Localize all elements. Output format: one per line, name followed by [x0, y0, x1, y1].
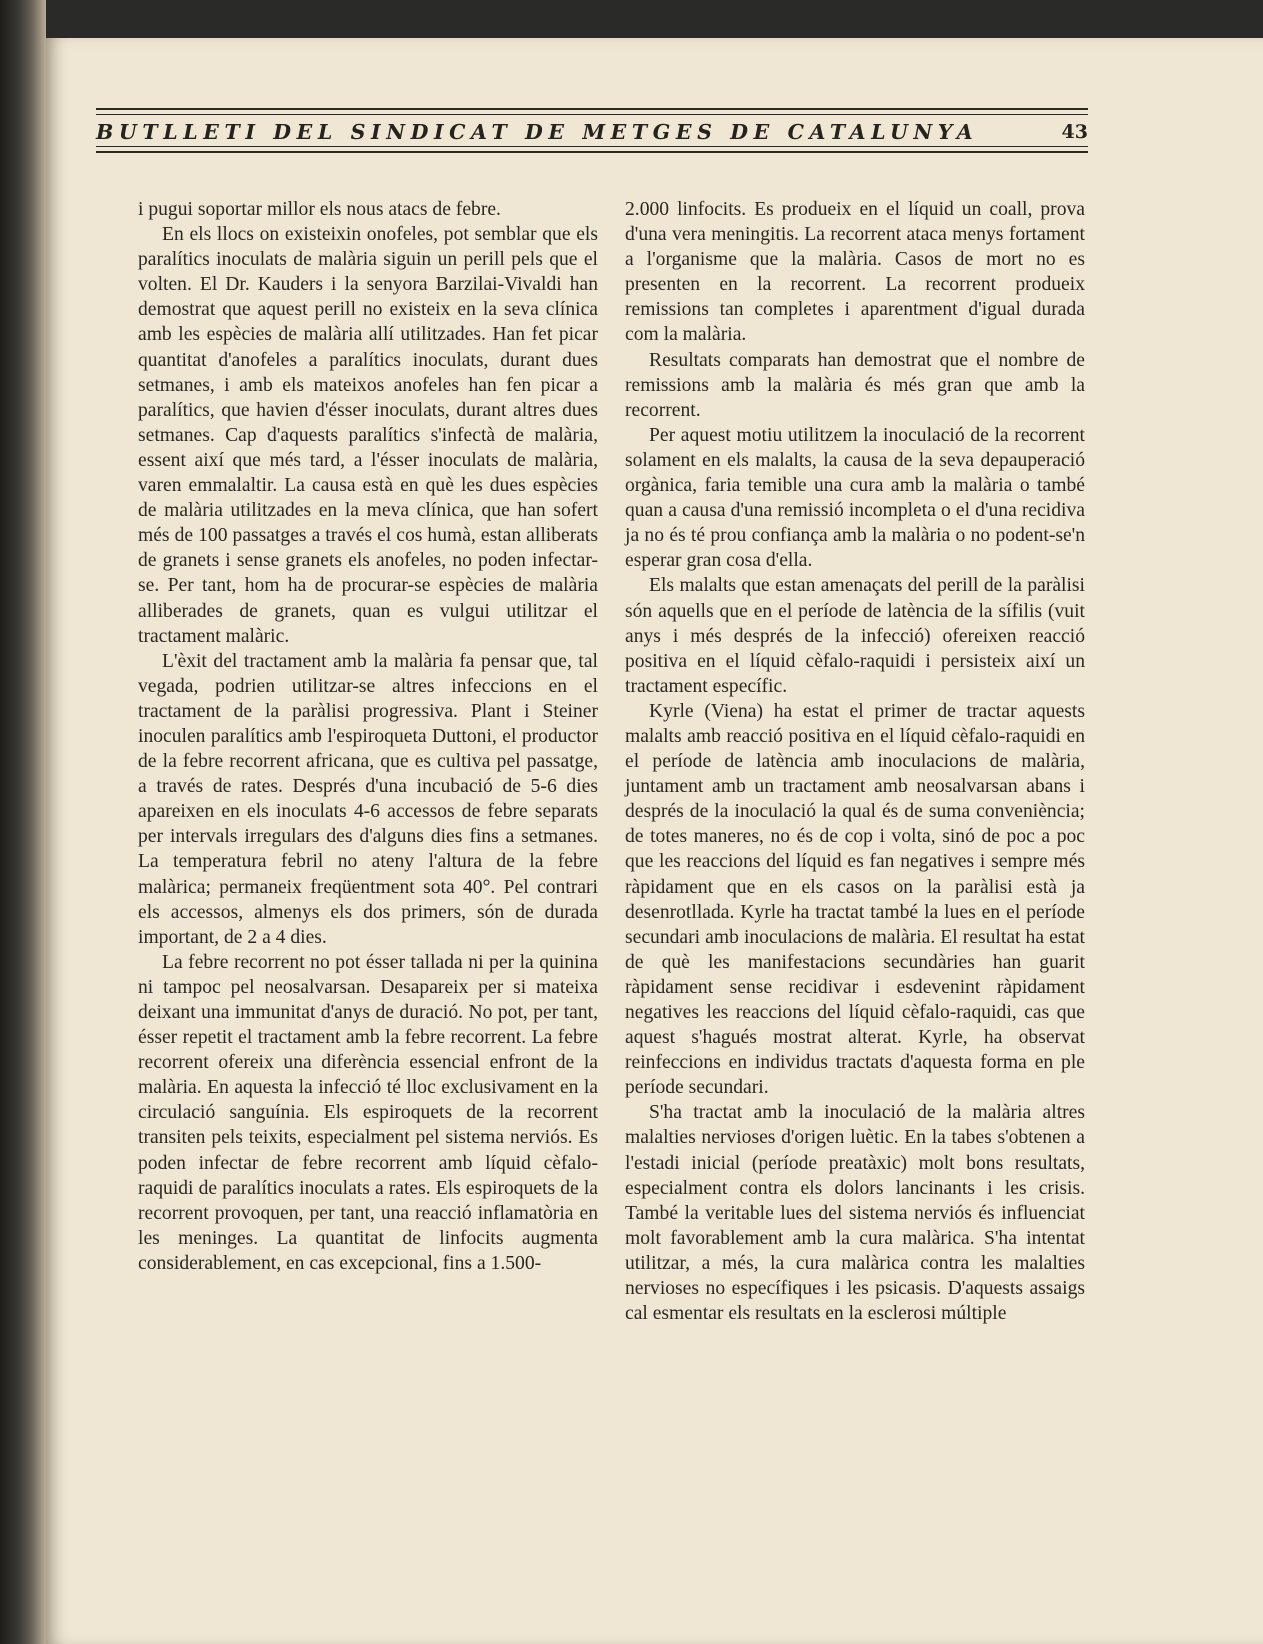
paragraph: En els llocs on existeixin onofeles, pot semblar que els paralítics inoculats de malària siguin un perill pels que el volten. El Dr. Kauders i la senyora Barzilai-Vivaldi han demostrat que aquest perill no existeix en la seva clínica amb les espècies de malària allí utilitzades. Han fet picar quantitat d'anofeles a paralítics inoculats, durant dues setmanes, i amb els mateixos anofeles han fen picar a paralítics, que havien d'ésser inoculats, durant altres dues setmanes. Cap d'aquests paralítics s'infectà de malària, essent així que més tard, a l'ésser inoculats de malària, varen emmalaltir. La causa està en què les dues espècies de malària utilitzades en la meva clínica, que han sofert més de 100 passatges a través el cos humà, estan alliberats de granets i sense granets els anofeles, no poden infectar-se. Per tant, hom ha de procurar-se espècies de malària alliberades de granets, quan es vulgui utilitzar el tractament malàric. — [138, 224, 598, 647]
left-text-column — [138, 197, 598, 1276]
running-header — [96, 70, 1088, 162]
paragraph: Per aquest motiu utilitzem la inoculació de la recorrent solament en els malalts, la causa de la seva depauperació orgànica, faria temible una cura amb la malària o també quan a causa d'una remissió incompleta o el d'una recidiva ja no és té prou confiança amb la malària o no podent-se'n esperar gran cosa d'ella. — [625, 424, 1085, 572]
scan-page-edge — [0, 0, 46, 1644]
paragraph: 2.000 linfocits. Es produeix en el líquid un coall, prova d'una vera meningitis. La recorrent ataca menys fortament a l'organisme que la malària. Casos de mort no es presenten en la recorrent. La recorrent produeix remissions tan completes i aparentment d'igual durada com la malària. — [625, 199, 1085, 346]
paragraph: L'èxit del tractament amb la malària fa pensar que, tal vegada, podrien utilitzar-se altres infeccions en el tractament de la paràlisi progressiva. Plant i Steiner inoculen paralítics amb l'espiroqueta Duttoni, el productor de la febre recorrent africana, que es cultiva pel passatge, a través de rates. Després d'una incubació de 5-6 dies apareixen en els inoculats 4-6 accessos de febre separats per intervals irregulars des d'alguns dies fins a setmanes. La temperatura febril no ateny l'altura de la febre malàrica; permaneix freqüentment sota 40°. Pel contrari els accessos, almenys els dos primers, són de durada important, de 2 a 4 dies. — [138, 650, 598, 948]
paragraph: La febre recorrent no pot ésser tallada ni per la quinina ni tampoc pel neosalvarsan. Desapareix per si mateixa deixant una immunitat d'anys de duració. No pot, per tant, ésser repetit el tractament amb la febre recorrent. La febre recorrent ofereix una diferència essencial enfront de la malària. En aquesta la infecció té lloc exclusivament en la circulació sanguínia. Els espiroquets de la recorrent transiten pels teixits, especialment pel sistema nerviós. Es poden infectar de febre recorrent amb líquid cèfalo-raquidi de paralítics inoculats a rates. Els espiroquets de la recorrent provoquen, per tant, una reacció inflamatòria en les meninges. La quantitat de linfocits augmenta considerablement, en cas excepcional, fins a 1.500- — [138, 951, 598, 1274]
paragraph: i pugui soportar millor els nous atacs de febre. — [138, 199, 501, 220]
header-rule-bottom-thin — [96, 146, 1088, 147]
paragraph: Els malalts que estan amenaçats del perill de la paràlisi són aquells que en el període de latència de la sífilis (vuit anys i més després de la infecció) ofereixen reacció positiva en el líquid cèfalo-raquidi i persisteix així un tractament específic. — [625, 575, 1085, 697]
paragraph: Resultats comparats han demostrat que el nombre de remissions amb la malària és més gran que amb la recorrent. — [625, 349, 1085, 421]
right-text-column — [625, 197, 1085, 1326]
journal-title: BUTLLETI DEL SINDICAT DE METGES DE CATALUNYA — [96, 120, 979, 144]
header-rule-top — [96, 108, 1088, 110]
paragraph: S'ha tractat amb la inoculació de la malària altres malalties nervioses d'origen luètic. En la tabes s'obtenen a l'estadi inicial (període preatàxic) molt bons resultats, especialment contra els dolors lancinants i les crisis. També la veritable lues del sistema nerviós és influenciat molt favorablement amb la cura malàrica. S'ha intentat utilitzar, a més, la cura malàrica contra les malalties nervioses no específiques i les psicasis. D'aquests assaigs cal esmentar els resultats en la esclerosi múltiple — [625, 1102, 1085, 1325]
paragraph: Kyrle (Viena) ha estat el primer de tractar aquests malalts amb reacció positiva en el líquid cèfalo-raquidi en el període de latència amb inoculacions de malària, juntament amb un tractament amb neosalvarsan abans i després de la inoculació la qual és de suma conveniència; de totes maneres, no és de cop i volta, sinó de poc a poc que les reaccions del líquid es fan negatives i sempre més ràpidament que en els casos on la paràlisi està ja desenrotllada. Kyrle ha tractat també la lues en el període secundari amb inoculacions de malària. El resultat ha estat de què les manifestacions secundàries han guarit ràpidament sense recidivar i esdevenint ràpidament negatives les reaccions del líquid cèfalo-raquidi, cas que aquest s'hagués mostrat alterat. Kyrle, ha observat reinfeccions en individus tractats d'aquesta forma en ple període secundari. — [625, 700, 1085, 1099]
header-rule-top-thin — [96, 114, 1088, 115]
page-number: 43 — [1061, 121, 1088, 143]
header-rule-bottom — [96, 151, 1088, 153]
